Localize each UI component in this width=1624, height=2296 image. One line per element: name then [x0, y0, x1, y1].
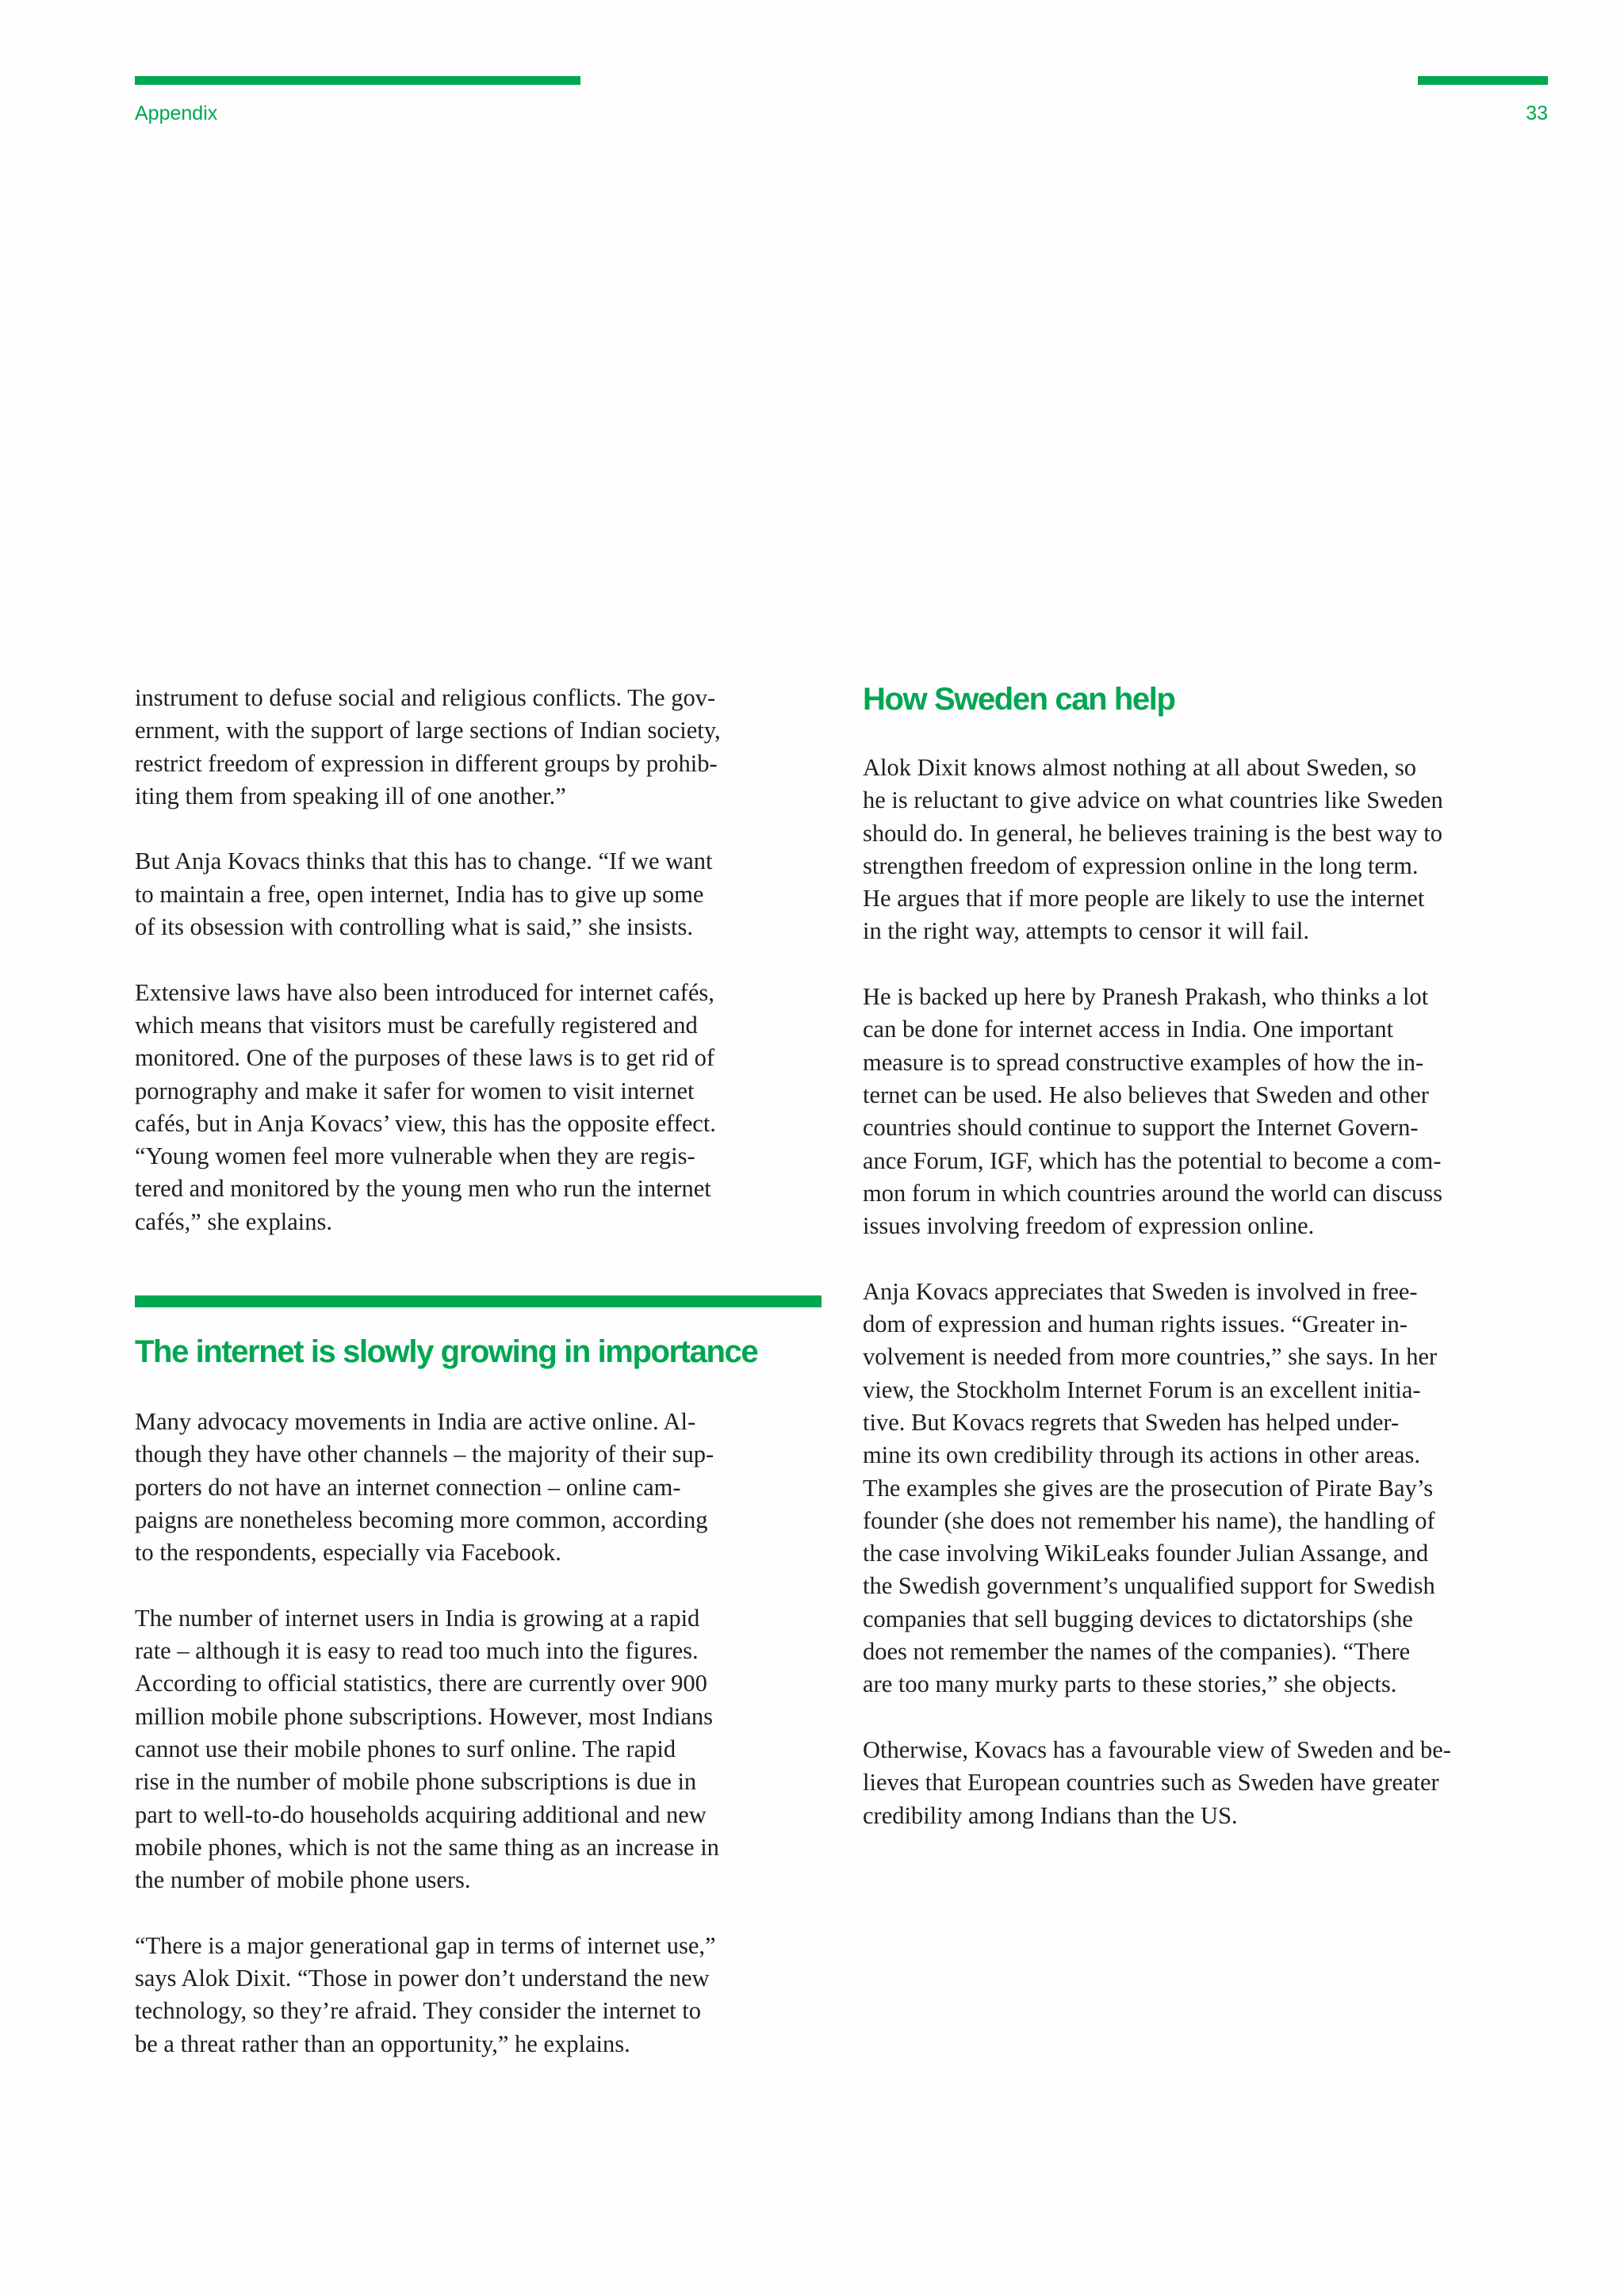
header-rule-left [135, 76, 580, 85]
section-heading: How Sweden can help [863, 682, 1175, 717]
paragraph: instrument to defuse social and religious conflicts. The gov- ernment, with the support of large sections of Indian society, restrict freedom of expression in different groups by prohib- iting them from speaking ill of one another.” [135, 684, 721, 809]
running-header-section: Appendix [135, 102, 218, 124]
section-rule [135, 1295, 822, 1307]
paragraph: Otherwise, Kovacs has a favourable view of Sweden and be- lieves that European countries such as Sweden have greater credibility among Indians than the US. [863, 1735, 1451, 1829]
paragraph: He is backed up here by Pranesh Prakash, who thinks a lot can be done for internet access in India. One important measure is to spread constructive examples of how the in- ternet can be used. He also believes that Sweden and other countries should continue to support the Internet Govern- ance Forum, IGF, which has the potential to become a com- mon forum in which countries around the world can discuss issues involving freedom of expression online. [863, 983, 1443, 1240]
left-column-intro [135, 682, 825, 1271]
paragraph: Extensive laws have also been introduced for internet cafés, which means that visitors must be carefully registered and monitored. One of the purposes of these laws is to get rid of pornography and make it safer for women to visit internet cafés, but in Anja Kovacs’ view, this has the opposite effect. “Young women feel more vulnerable when they are regis- tered and monitored by the young men who run the internet cafés,” she explains. [135, 978, 716, 1235]
paragraph: Alok Dixit knows almost nothing at all about Sweden, so he is reluctant to give advice on what countries like Sweden should do. In general, he believes training is the best way to strengthen freedom of expression online in the long term. He argues that if more people are likely to use the internet in the right way, attempts to censor it will fail. [863, 754, 1443, 945]
right-column-section [863, 680, 1553, 1865]
paragraph: The number of internet users in India is growing at a rapid rate – although it is easy to read too much into the figures. According to official statistics, there are currently over 900 million mobile phone subscriptions. However, most Indians cannot use their mobile phones to surf online. The rapid rise in the number of mobile phone subscriptions is due in part to well-to-do households acquiring additional and new mobile phones, which is not the same thing as an increase in the number of mobile phone users. [135, 1604, 719, 1894]
section-heading: The internet is slowly growing in importance [135, 1334, 758, 1369]
paragraph: Anja Kovacs appreciates that Sweden is involved in free- dom of expression and human rights issues. “Greater in- volvement is needed from more countries,” she says. In her view, the Stockholm Internet Forum is an excellent initia- tive. But Kovacs regrets that Sweden has helped under- mine its own credibility through its actions in other areas. The examples she gives are the prosecution of Pirate Bay’s founder (she does not remember his name), the handling of the case involving WikiLeaks founder Julian Assange, and the Swedish government’s unqualified support for Swedish companies that sell bugging devices to dictatorships (she does not remember the names of the companies). “There are too many murky parts to these stories,” she objects. [863, 1277, 1438, 1698]
left-column-section [135, 1333, 825, 2093]
paragraph: “There is a major generational gap in terms of internet use,” says Alok Dixit. “Those in power don’t understand the new technology, so they’re afraid. They consider the internet to be a threat rather than an opportunity,” he explains. [135, 1931, 716, 2057]
page-number: 33 [1526, 102, 1548, 124]
paragraph: Many advocacy movements in India are active online. Al- though they have other channels – the majority of their sup- porters do not have an internet connection – online cam- paigns are nonetheless becoming more common, according to the respondents, especially via Facebook. [135, 1408, 714, 1567]
header-rule-right [1418, 76, 1548, 85]
paragraph: But Anja Kovacs thinks that this has to change. “If we want to maintain a free, open internet, India has to give up some of its obsession with controlling what is said,” she insists. [135, 848, 713, 941]
